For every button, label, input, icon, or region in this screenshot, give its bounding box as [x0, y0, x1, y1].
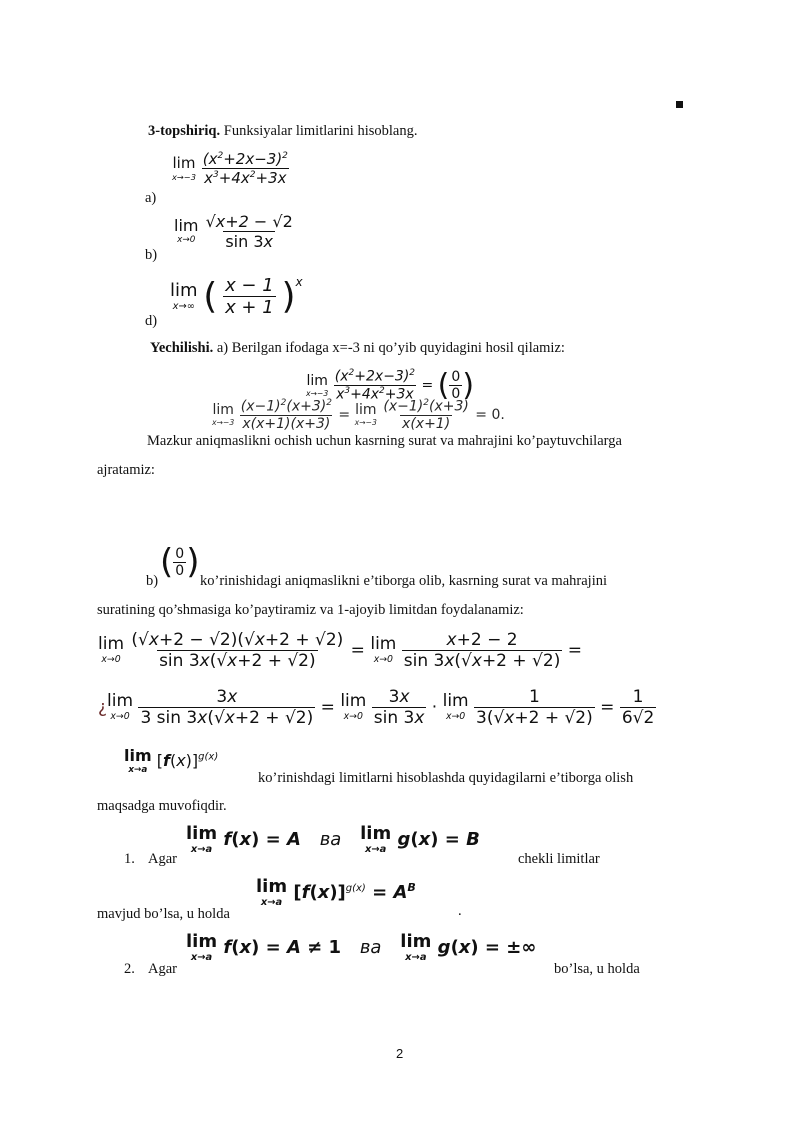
corner-mark: [676, 101, 683, 108]
task-text: Funksiyalar limitlarini hisoblang.: [220, 123, 418, 139]
lim-operator: lim x→0: [98, 634, 125, 666]
item2-agar: Agar: [148, 961, 177, 977]
formula-b: [174, 212, 295, 251]
lim-operator: lim x→a: [186, 931, 218, 963]
solution-heading: [150, 340, 565, 357]
formula-item1-limits: lim x→a f(x) = A ва lim x→a g(x) = B: [186, 823, 480, 855]
item1-agar: Agar: [148, 851, 177, 867]
item1-mavjud: mavjud bo’lsa, u holda: [97, 906, 230, 922]
solution-b-label: b): [146, 573, 159, 589]
lim-operator: lim x→−3: [172, 153, 196, 182]
lim-operator: lim x→0: [107, 691, 134, 723]
formula-item1-result: lim x→a $[f(x)]^{g(x)} = A^B$: [256, 876, 416, 908]
paragraph-factor-line1: Mazkur aniqmaslikni ochish uchun kasrning surat va mahrajini ko’paytuvchilarga: [147, 433, 622, 449]
va-word: ва: [319, 828, 342, 850]
formula-item2-limits: lim x→a f(x) = A ≠ 1 ва lim x→a g(x) = ±∞: [186, 931, 537, 963]
page-number: 2: [396, 1046, 404, 1061]
solution-b-line2: suratining qo’shmasiga ko’paytiramiz va 1-ajoyib limitdan foydalanamiz:: [97, 602, 524, 618]
formula-a-substitution: lim x→−3 $\frac{(x^2+2x-3)^2}{x^3+4x^2+3x}$ = ( $\frac{0}{0}$ ): [306, 368, 475, 403]
item1-dot: .: [458, 903, 462, 919]
lim-operator: lim x→a: [256, 876, 288, 908]
lim-operator: lim x→−3: [306, 372, 329, 398]
lim-operator: lim x→∞: [170, 279, 198, 312]
fraction: $\frac{√x+2 - √2}{\sin 3x}$: [205, 212, 293, 251]
item2-right-text: bo’lsa, u holda: [554, 961, 640, 977]
fraction: $\frac{(x^2+2x-3)^2}{x^3+4x^2+3x}$: [334, 368, 416, 403]
indeterminate-zero-over-zero: ( $\frac{0}{0}$ ): [160, 542, 200, 582]
formula-a: [172, 150, 290, 187]
solution-b-line1: ko’rinishidagi aniqmaslikni e’tiborga olib, kasrning surat va mahrajini: [200, 573, 607, 589]
task-title: 3-topshiriq.: [148, 123, 221, 139]
lim-operator: lim x→a: [124, 746, 152, 775]
paragraph-factor-line2: ajratamiz:: [97, 462, 155, 478]
lim-operator: lim x→a: [186, 823, 218, 855]
va-word: ва: [359, 936, 382, 958]
fraction: $\frac{x - 1}{x + 1}$: [225, 275, 274, 318]
formula-b-step1: lim x→0 $\frac{(√x+2 - √2)(√x+2 + √2)}{\sin 3x(√x+2 + √2)}$ = lim x→0 $\frac{x+2 - 2}{\sin 3x(√x+2 + √2)}$ =: [98, 630, 582, 671]
power-text-line1: ko’rinishdagi limitlarni hisoblashda quyidagilarni e’tiborga olish: [258, 770, 634, 786]
power-text-line2: maqsadga muvofiqdir.: [97, 798, 227, 814]
item1-number: 1.: [124, 851, 135, 867]
solution-title: Yechilishi.: [150, 340, 214, 356]
task-heading: [148, 123, 417, 140]
lim-operator: lim x→−3: [212, 401, 235, 427]
label-a: a): [145, 190, 157, 206]
fraction: $\frac{(x-1)^2(x+3)^2}{x(x+1)(x+3)}$: [240, 398, 332, 432]
item2-number: 2.: [124, 961, 135, 977]
formula-power-limit: lim x→a $[f(x)]^{g(x)}$: [124, 746, 219, 775]
fraction: $\frac{(x^2+2x-3)^2}{x^3+4x^2+3x}$: [202, 150, 288, 187]
label-b: b): [145, 247, 158, 263]
formula-a-factored: lim x→−3 $\frac{(x-1)^2(x+3)^2}{x(x+1)(x+3)}$ = lim x→−3 $\frac{(x-1)^2(x+3)}{x(x+1)}$ = 0.: [212, 398, 505, 432]
formula-d: lim x→∞ ( $\frac{x - 1}{x + 1}$ )$^x$: [170, 275, 303, 318]
label-d: d): [145, 313, 158, 329]
fraction: $\frac{(√x+2 - √2)(√x+2 + √2)}{\sin 3x(√x+2 + √2)}$: [131, 630, 344, 671]
lim-operator: lim x→0: [174, 216, 199, 246]
solution-a-text: a) Berilgan ifodaga x=-3 ni qo’yib quyidagini hosil qilamiz:: [213, 340, 565, 356]
fraction: $\frac{3x}{3 \sin 3x(√x+2 + √2)}$: [140, 687, 314, 728]
formula-b-step2: ¿ lim x→0 $\frac{3x}{3 \sin 3x(√x+2 + √2)}$ = lim x→0 $\frac{3x}{\sin 3x}$ · lim x→0 $\frac{1}{3(√x+2 + √2)}$ = $\frac{1}{6√2}$: [98, 687, 655, 728]
item1-right-text: chekli limitlar: [518, 851, 600, 867]
